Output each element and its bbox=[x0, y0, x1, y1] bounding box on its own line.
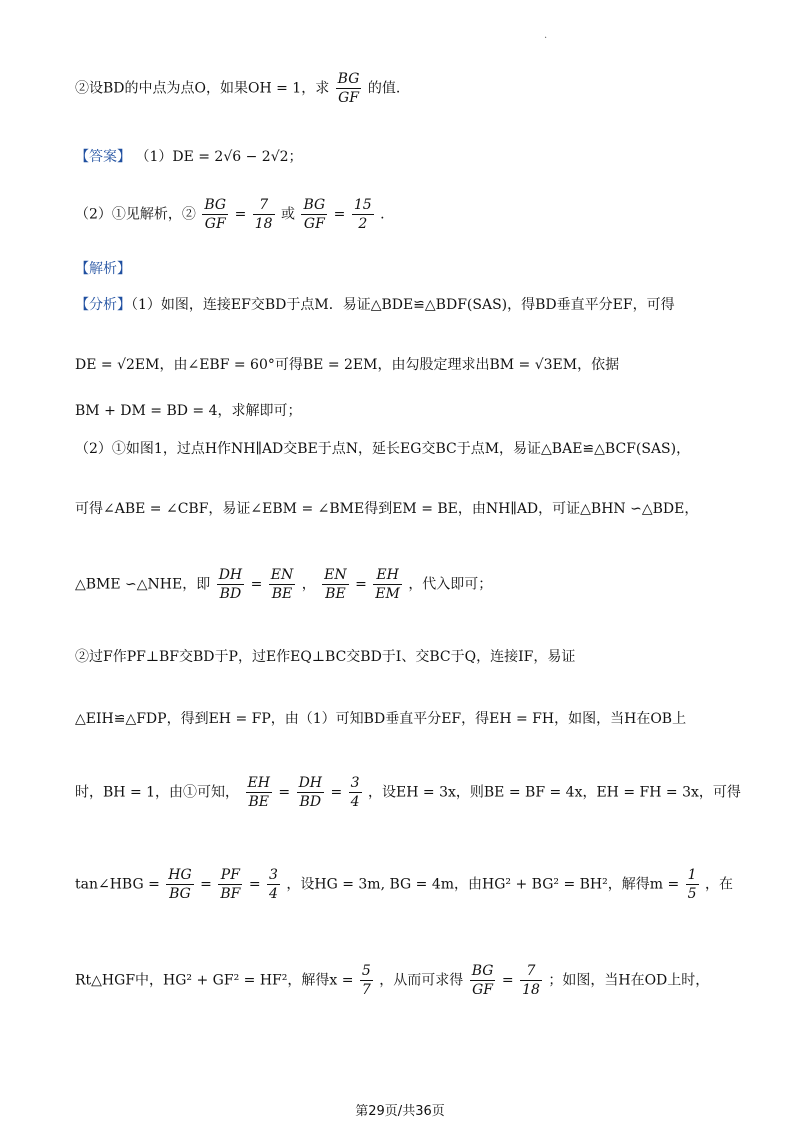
analysis-line-3: BM + DM = BD = 4，求解即可； bbox=[75, 403, 302, 419]
analysis-line-10: tan∠HBG = $\frac{HG}{BG}$ = $\frac{PF}{BF}$ = $\frac{3}{4}$ ，设HG = 3m, BG = 4m，由HG² + BG² = BH²，解得m = $\frac{1}{5}$ ，在 bbox=[75, 867, 734, 902]
analysis-line-9: 时，BH = 1，由①可知， $\frac{EH}{BE}$ = $\frac{DH}{BD}$ = $\frac{3}{4}$ ，设EH = 3x，则BE = BF = 4x，EH = FH = 3x，可得 bbox=[75, 775, 741, 810]
fraction: $\frac{DH}{BD}$ bbox=[218, 567, 243, 602]
top-dot: . bbox=[544, 30, 548, 41]
fraction: $\frac{BG}{GF}$ bbox=[303, 197, 326, 232]
analysis-line-6: △BME ∽△NHE，即 $\frac{DH}{BD}$ = $\frac{EN}{BE}$ ， $\frac{EN}{BE}$ = $\frac{EH}{EM}$ ，代入即可； bbox=[75, 567, 493, 602]
fraction: $\frac{BG}{GF}$ bbox=[471, 963, 494, 998]
fraction: $\frac{7}{18}$ bbox=[522, 963, 540, 998]
fraction: $\frac{BG}{GF}$ bbox=[204, 197, 227, 232]
fraction: $\frac{15}{2}$ bbox=[353, 197, 372, 232]
answer-line-2: （2）①见解析，② $\frac{BG}{GF}$ = $\frac{7}{18}$ 或 $\frac{BG}{GF}$ = $\frac{15}{2}$ . bbox=[75, 197, 385, 232]
analysis-line-5: 可得∠ABE = ∠CBF，易证∠EBM = ∠BME得到EM = BE，由NH∥AD，可证△BHN ∽△BDE， bbox=[75, 501, 699, 517]
fraction: $\frac{5}{7}$ bbox=[361, 963, 371, 998]
fraction: $\frac{3}{4}$ bbox=[269, 867, 278, 902]
fraction: $\frac{EH}{BE}$ bbox=[247, 775, 270, 810]
fraction: $\frac{EN}{BE}$ bbox=[270, 567, 294, 602]
answer-label: 【答案】 bbox=[75, 149, 131, 165]
analysis-line-8: △EIH≌△FDP，得到EH = FP，由（1）可知BD垂直平分EF，得EH = FH，如图，当H在OB上 bbox=[75, 711, 687, 727]
analysis-line-2: DE = √2EM，由∠EBF = 60°可得BE = 2EM，由勾股定理求出BM = √3EM，依据 bbox=[75, 357, 620, 373]
fraction: $\frac{DH}{BD}$ bbox=[298, 775, 323, 810]
analysis-label: 【解析】 bbox=[75, 261, 131, 277]
fraction: $\frac{EH}{EM}$ bbox=[375, 567, 400, 602]
fraction: $\frac{7}{18}$ bbox=[254, 197, 273, 232]
page-footer: 第29页/共36页 bbox=[355, 1104, 445, 1119]
analysis-line-11: Rt△HGF中，HG² + GF² = HF²，解得x = $\frac{5}{7}$ ，从而可求得 $\frac{BG}{GF}$ = $\frac{7}{18}$ ；如图，当H在OD上时， bbox=[75, 963, 710, 998]
fraction: $\frac{HG}{BG}$ bbox=[168, 867, 192, 902]
question-part-2: ②设BD的中点为点O，如果OH = 1，求 $\frac{BG}{GF}$ 的值. bbox=[75, 71, 401, 106]
fraction: $\frac{EN}{BE}$ bbox=[324, 567, 347, 602]
fraction-bg-gf: $\frac{BG}{GF}$ bbox=[337, 71, 360, 106]
analysis-line-4: （2）①如图1，过点H作NH∥AD交BE于点N，延长EG交BC于点M，易证△BAE≌△BCF(SAS)， bbox=[75, 441, 691, 457]
fraction: $\frac{PF}{BF}$ bbox=[220, 867, 241, 902]
fraction: $\frac{3}{4}$ bbox=[350, 775, 360, 810]
analysis-line-7: ②过F作PF⊥BF交BD于P，过E作EQ⊥BC交BD于I、交BC于Q，连接IF，易证 bbox=[75, 649, 576, 665]
analysis-line-1: 【分析】（1）如图，连接EF交BD于点M．易证△BDE≌△BDF(SAS)，得BD垂直平分EF，可得 bbox=[75, 297, 675, 313]
fraction: $\frac{1}{5}$ bbox=[687, 867, 697, 902]
answer-line bbox=[75, 150, 740, 164]
answer-text: （1）DE = 2√6 − 2√2； bbox=[135, 149, 303, 165]
